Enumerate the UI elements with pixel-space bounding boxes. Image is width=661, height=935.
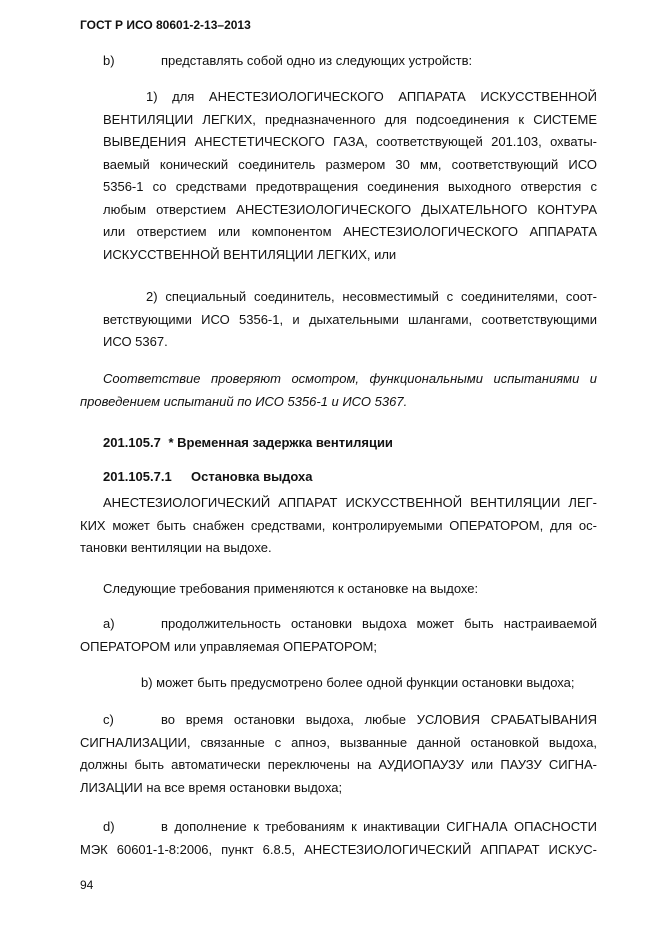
section-number: 201.105.7 <box>103 435 161 450</box>
subitem-1-line: любым отверстием АНЕСТЕЗИОЛОГИЧЕСКОГО ДЫХАТЕЛЬНОГО КОНТУРА <box>103 201 597 217</box>
paragraph-1-line: тановки вентиляции на выдохе. <box>80 540 272 555</box>
subsection-title: Остановка выдоха <box>191 469 313 484</box>
item-d-line: в дополнение к требованиям к инактивации СИГНАЛА ОПАСНОСТИ <box>161 819 597 834</box>
item-a-line: продолжительность остановки выдоха может быть настраиваемой <box>161 616 597 631</box>
page-number: 94 <box>80 878 94 892</box>
subitem-2-line: 2) специальный соединитель, несовместимый с соединителями, соот- <box>146 289 597 304</box>
item-label-a: a) <box>103 616 115 631</box>
subitem-1-line: 1) для АНЕСТЕЗИОЛОГИЧЕСКОГО АППАРАТА ИСКУССТВЕННОЙ <box>146 89 597 104</box>
paragraph-1-line: АНЕСТЕЗИОЛОГИЧЕСКИЙ АППАРАТ ИСКУССТВЕННОЙ ВЕНТИЛЯЦИИ ЛЕГ- <box>103 495 597 510</box>
compliance-line: проведением испытаний по ИСО 5356-1 и ИСО 5367. <box>80 393 408 409</box>
item-a-text <box>80 613 597 658</box>
subitem-1-line: ВЕНТИЛЯЦИИ ЛЕГКИХ, предназначенного для подсоединения к СИСТЕМЕ <box>103 111 597 127</box>
item-c-line: ЛИЗАЦИИ на все время остановки выдоха; <box>80 779 343 795</box>
subitem-1-line: ИСКУССТВЕННОЙ ВЕНТИЛЯЦИИ ЛЕГКИХ, или <box>103 246 397 262</box>
subsection-number: 201.105.7.1 <box>103 469 172 484</box>
subitem-1-line: ваемый конический соединитель размером 30 мм, соответствующий ИСО <box>103 156 597 172</box>
paragraph-1 <box>80 492 597 560</box>
compliance-note <box>80 368 597 413</box>
item-c-text <box>80 709 597 799</box>
item-label-c: c) <box>103 712 114 727</box>
compliance-line: Соответствие проверяют осмотром, функциональными испытаниями и <box>103 371 597 386</box>
item-label-b: b) <box>103 53 115 68</box>
item-c-line: должны быть автоматически переключены на АУДИОПАУЗУ или ПАУЗУ СИГНА- <box>80 757 597 772</box>
item-a-line: ОПЕРАТОРОМ или управляемая ОПЕРАТОРОМ; <box>80 638 377 654</box>
subitem-2 <box>103 286 597 354</box>
paragraph-2: Следующие требования применяются к остановке на выдохе: <box>103 581 479 596</box>
subitem-1 <box>103 86 597 266</box>
subitem-1-line: ВЫВЕДЕНИЯ АНЕСТЕТИЧЕСКОГО ГАЗА, соответствующей 201.103, охваты- <box>103 134 597 149</box>
document-header: ГОСТ Р ИСО 80601-2-13–2013 <box>80 18 251 32</box>
paragraph-1-line: КИХ может быть снабжен средствами, контролируемыми ОПЕРАТОРОМ, для ос- <box>80 517 597 533</box>
subitem-1-line: 5356-1 со средствами предотвращения соединения выходного отверстия с <box>103 179 597 194</box>
section-title: * Временная задержка вентиляции <box>168 435 393 450</box>
subitem-2-line: ветствующими ИСО 5356-1, и дыхательными шлангами, соответствующими <box>103 311 597 327</box>
item-c-line: во время остановки выдоха, любые УСЛОВИЯ СРАБАТЫВАНИЯ <box>161 712 597 727</box>
subitem-1-line: или отверстием или компонентом АНЕСТЕЗИОЛОГИЧЕСКОГО АППАРАТА <box>103 224 597 239</box>
item-label-d: d) <box>103 819 115 834</box>
item-c-line: СИГНАЛИЗАЦИИ, связанные с апноэ, вызванные данной остановкой выдоха, <box>80 734 597 750</box>
section-heading <box>103 432 393 454</box>
item-d-text <box>80 816 597 861</box>
subitem-2-line: ИСО 5367. <box>103 334 168 349</box>
item-d-line: МЭК 60601-1-8:2006, пункт 6.8.5, АНЕСТЕЗИОЛОГИЧЕСКИЙ АППАРАТ ИСКУС- <box>80 841 597 857</box>
item-b-second: b) может быть предусмотрено более одной функции остановки выдоха; <box>141 675 575 690</box>
item-text-b: представлять собой одно из следующих устройств: <box>161 53 473 68</box>
